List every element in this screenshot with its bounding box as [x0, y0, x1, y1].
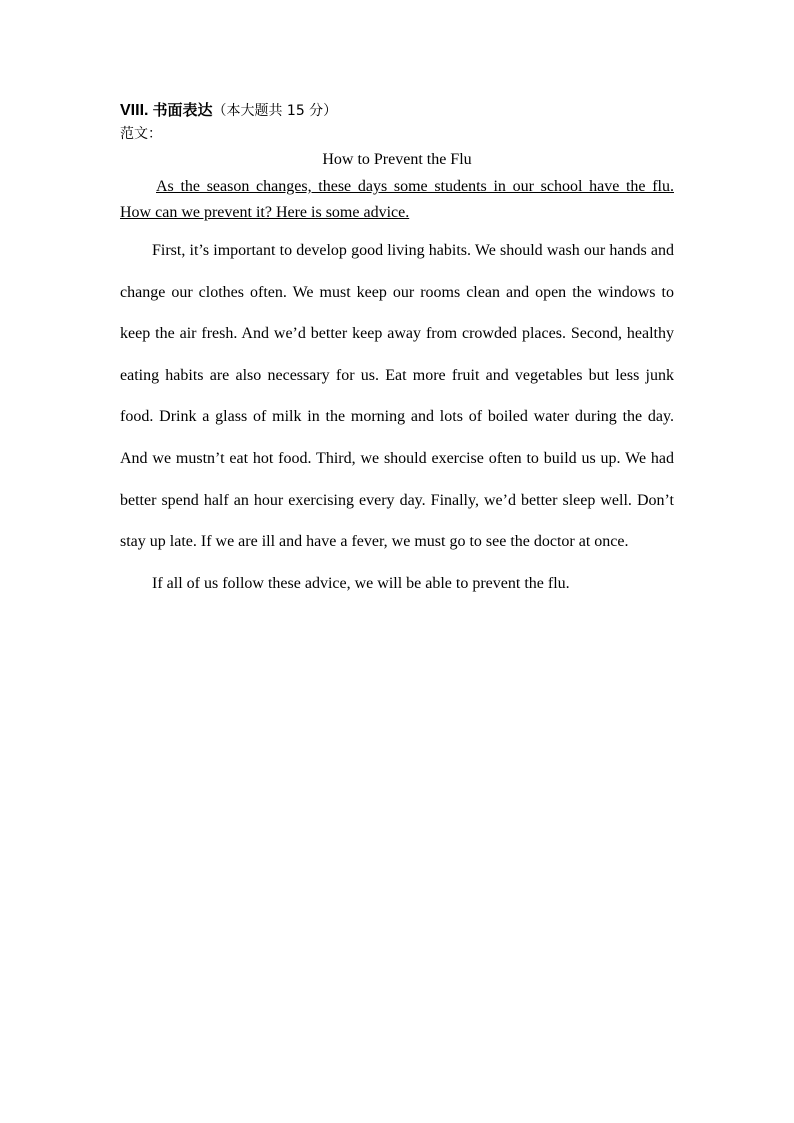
section-title: 书面表达 [152, 101, 213, 119]
section-heading [120, 98, 674, 122]
document-page [120, 98, 674, 604]
essay-title: How to Prevent the Flu [322, 151, 472, 168]
essay-intro-paragraph: As the season changes, these days some students in our school have the flu. How can we prevent it? Here is some advice. [120, 178, 674, 221]
essay-body-paragraph: First, it’s important to develop good living habits. We should wash our hands and change our clothes often. We must keep our rooms clean and open the windows to keep the air fresh. And we’d better keep away from crowded places. Second, healthy eating habits are also necessary for us. Eat more fruit and vegetables but less junk food. Drink a glass of milk in the morning and lots of boiled water during the day. And we mustn’t eat hot food. Third, we should exercise often to build us up. We had better spend half an hour exercising every day. Finally, we’d better sleep well. Don’t stay up late. If we are ill and have a fever, we must go to see the doctor at once. [120, 242, 674, 551]
section-number: VIII. [120, 102, 149, 119]
sample-essay-label: 范文： [120, 126, 162, 142]
section-note: （本大题共 15 分） [212, 103, 338, 119]
essay-closing-paragraph: If all of us follow these advice, we will be able to prevent the flu. [152, 574, 570, 592]
